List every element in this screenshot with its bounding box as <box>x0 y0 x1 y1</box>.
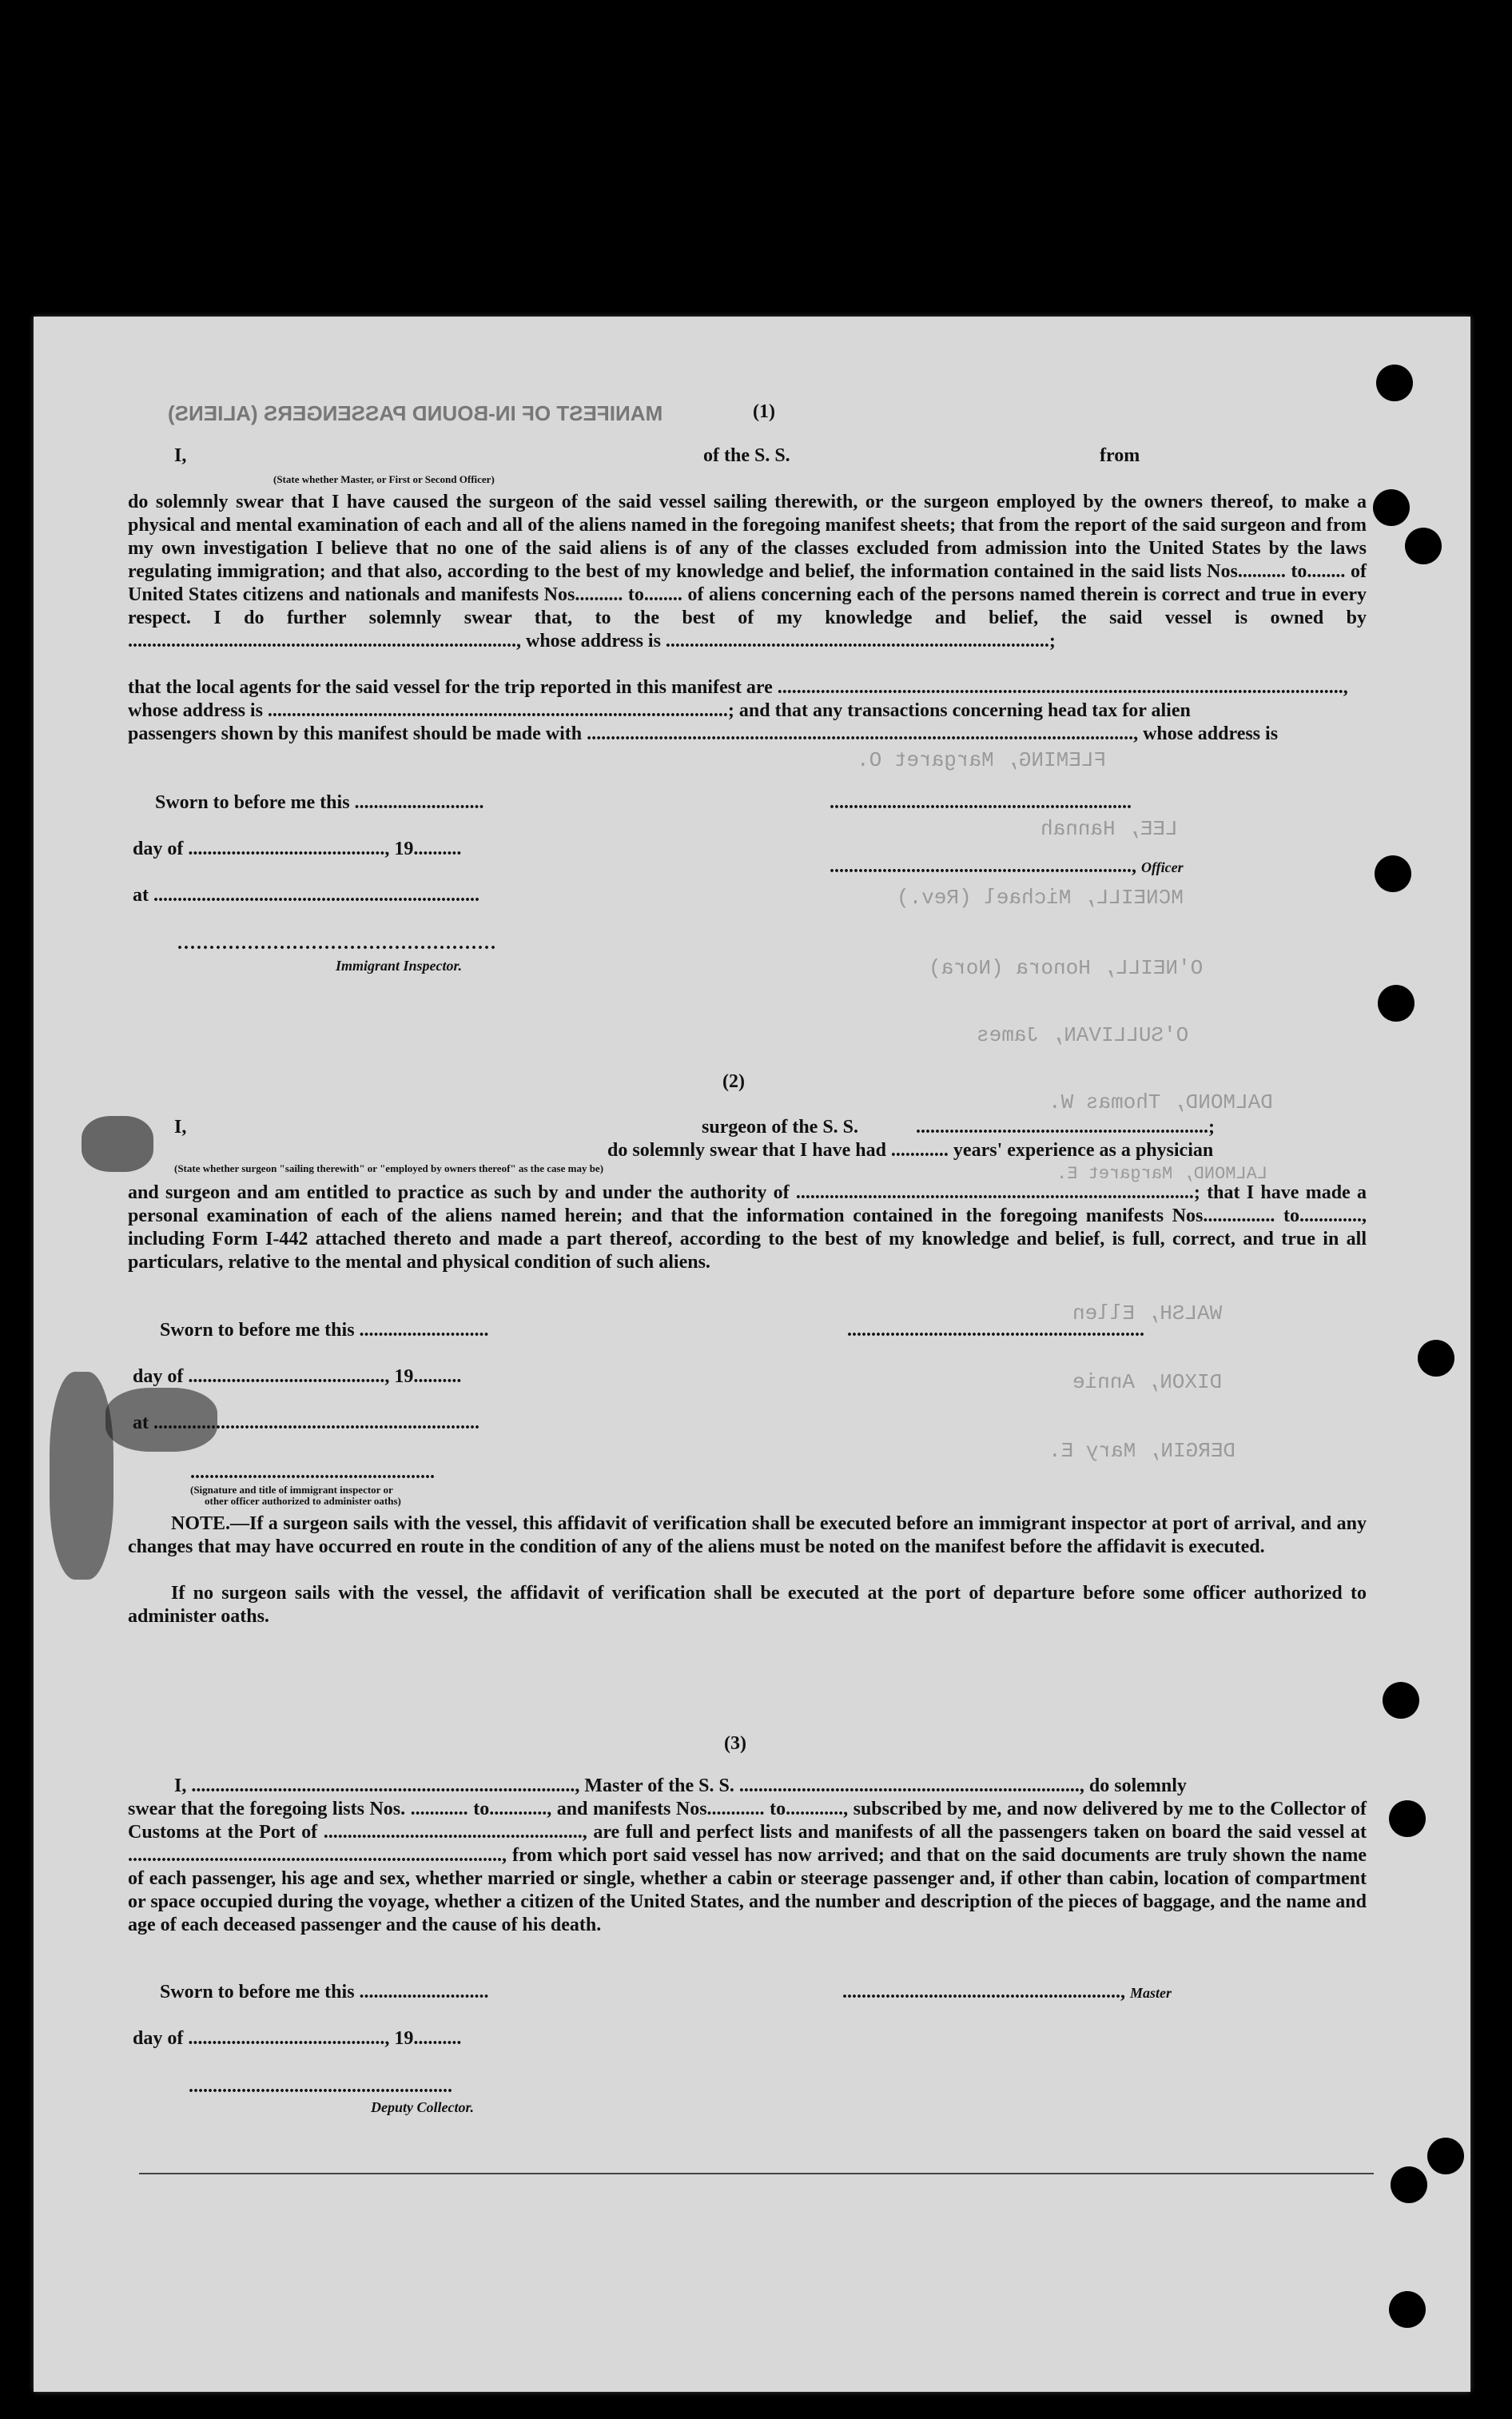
section-2-sig-caption-2: other officer authorized to administer oaths) <box>205 1495 401 1507</box>
section-3-body: swear that the foregoing lists Nos. ............ to............, and manifests Nos............ to............, subscribed by me, and now delivered by me to the Collector of Customs at the Port of ......................................................, are full and perfect lists and manifests of all the passengers taken on board the said vessel at .............................................................................., from which port said vessel has now arrived; and that on the said documents are truly shown the name of each passenger, his age and sex, whether married or single, whether a cabin or steerage passenger and, if other than cabin, location of compartment or space occupied during the voyage, whether a citizen of the United States, and the number and description of the pieces of baggage, and the name and age of each deceased passenger and the cause of his death. <box>128 1799 1367 1935</box>
section-3-master-line: .........................................................., Master <box>842 1982 1172 2003</box>
punch-hole <box>1373 489 1410 526</box>
bleed-name: DERGIN, Mary E. <box>1048 1439 1236 1463</box>
punch-hole <box>1378 985 1415 1022</box>
punch-hole <box>1391 2166 1427 2203</box>
section-2-body: and surgeon and am entitled to practice as such by and under the authority of ...................................................................................; that I have made a personal examination of each of the aliens named herein; and that the information contained in the foregoing manifests Nos............... to............., including Form I-442 attached thereto and made a part thereof, according to the best of my knowledge and belief, is full, correct, and true in all particulars, relative to the mental and physical condition of such aliens. <box>128 1182 1367 1273</box>
punch-hole <box>1418 1340 1454 1377</box>
section-1-headtax: passengers shown by this manifest should be made with .................................................................................................................., whose address is <box>128 723 1279 744</box>
section-1-day: day of ........................................., 19.......... <box>133 839 462 859</box>
section-1-sworn: Sworn to before me this ........................... <box>155 792 484 813</box>
section-1-line1-a: I, <box>174 445 187 466</box>
section-2-sig-line: ................................................... <box>190 1462 435 1483</box>
section-1-officer-label: Officer <box>1141 859 1184 875</box>
note-label: NOTE. <box>171 1513 231 1534</box>
section-1-inspector-label: Immigrant Inspector. <box>336 958 463 974</box>
section-1-line1-b: of the S. S. <box>703 445 790 466</box>
section-3-deputy-label: Deputy Collector. <box>371 2099 474 2115</box>
bleed-name: DIXON, Annie <box>1072 1370 1223 1394</box>
section-2-sig-caption-1: (Signature and title of immigrant inspector or <box>190 1484 393 1496</box>
section-2-number: (2) <box>722 1071 745 1092</box>
mirrored-header: MANIFEST OF IN-BOUND PASSENGERS (ALIENS) <box>168 401 663 425</box>
section-2-at: at .................................................................... <box>133 1413 479 1433</box>
section-1-caption: (State whether Master, or First or Second Officer) <box>273 473 495 485</box>
section-3-master-label: Master <box>1130 1985 1172 2001</box>
section-1-body: do solemnly swear that I have caused the surgeon of the said vessel sailing therewith, or the surgeon employed by the owners thereof, to make a physical and mental examination of each and all of the aliens named in the foregoing manifest sheets; that from the report of the said surgeon and from my own investigation I believe that no one of the said aliens is of any of the classes excluded from admission into the United States by the laws regulating immigration; and that also, according to the best of my knowledge and belief, the information contained in the said lists Nos.......... to........ of United States citizens and nationals and manifests Nos.......... to........ of aliens concerning each of the persons named therein is correct and true in every respect. I do further solemnly swear that, to the best of my knowledge and belief, the said vessel is owned by ................................................................................., whose address is ................................................................................; <box>128 492 1367 652</box>
section-1-agents: that the local agents for the said vessel for the trip reported in this manifest are ......................................................................................................................, <box>128 677 1348 698</box>
section-2-line2: do solemnly swear that I have had ............ years' experience as a physician <box>607 1140 1214 1161</box>
bleed-name: DALMOND, Thomas W. <box>1048 1090 1273 1114</box>
section-1-address: whose address is ................................................................................................; and that any transactions concerning head tax for alien <box>128 700 1191 721</box>
section-3-day: day of ........................................., 19.......... <box>133 2028 462 2049</box>
section-3-number: (3) <box>724 1733 746 1754</box>
bottom-rule <box>139 2173 1374 2174</box>
section-1-line1-c: from <box>1100 445 1140 466</box>
bleed-name: O'NEILL, Honora (Nora) <box>929 956 1204 980</box>
section-1-signature-line: ............................................................... <box>830 792 1132 813</box>
punch-hole <box>1383 1682 1419 1719</box>
section-2-day: day of ........................................., 19.......... <box>133 1366 462 1387</box>
section-2-line1-dots: .............................................................; <box>916 1117 1215 1138</box>
bleed-name: FLEMING, Margaret O. <box>857 748 1107 772</box>
section-2-sworn: Sworn to before me this ........................... <box>160 1320 489 1341</box>
section-3-sworn: Sworn to before me this ........................... <box>160 1982 489 2003</box>
punch-hole <box>1389 2291 1426 2328</box>
section-3-line1: I, ................................................................................, Master of the S. S. ......................................................................., do solemnly <box>174 1775 1187 1796</box>
note-text: —If a surgeon sails with the vessel, this affidavit of verification shall be executed before an immigrant inspector at port of arrival, and any changes that may have occurred en route in the condition of any of the aliens must be noted on the manifest before the affidavit is executed. <box>128 1513 1367 1557</box>
section-2-line1-b: surgeon of the S. S. <box>702 1117 859 1138</box>
bleed-name: WALSH, Ellen <box>1072 1301 1223 1325</box>
ink-smudge <box>82 1116 153 1172</box>
section-2-note <box>128 1512 1367 1559</box>
manifest-sheet <box>34 317 1470 2392</box>
section-2-note2: If no surgeon sails with the vessel, the affidavit of verification shall be executed at the port of departure before some officer authorized to administer oaths. <box>128 1583 1367 1627</box>
punch-hole <box>1405 528 1442 564</box>
bleed-name: LALMOND, Margaret E. <box>1056 1164 1268 1184</box>
section-3-deputy-line: ....................................................... <box>189 2076 452 2097</box>
punch-hole <box>1376 365 1413 401</box>
section-1-at: at .................................................................... <box>133 885 479 906</box>
section-2-signature-line: .............................................................. <box>847 1320 1144 1341</box>
section-1-inspector-line: .................................................. <box>177 933 497 954</box>
section-2-line1-a: I, <box>174 1117 187 1138</box>
section-1-number: (1) <box>753 401 775 422</box>
section-1-officer-line: ..............................................................., Officer <box>830 856 1184 877</box>
bleed-name: O'SULLIVAN, James <box>977 1023 1189 1047</box>
bleed-name: MCNEILL, Michael (Rev.) <box>897 886 1184 910</box>
punch-hole <box>1375 855 1411 892</box>
punch-hole <box>1427 2138 1464 2174</box>
section-2-caption: (State whether surgeon "sailing therewith" or "employed by owners thereof" as the case may be) <box>174 1162 604 1174</box>
punch-hole <box>1389 1800 1426 1837</box>
ink-smudge <box>50 1372 113 1580</box>
bleed-name: LEE, Hannah <box>1040 817 1178 841</box>
